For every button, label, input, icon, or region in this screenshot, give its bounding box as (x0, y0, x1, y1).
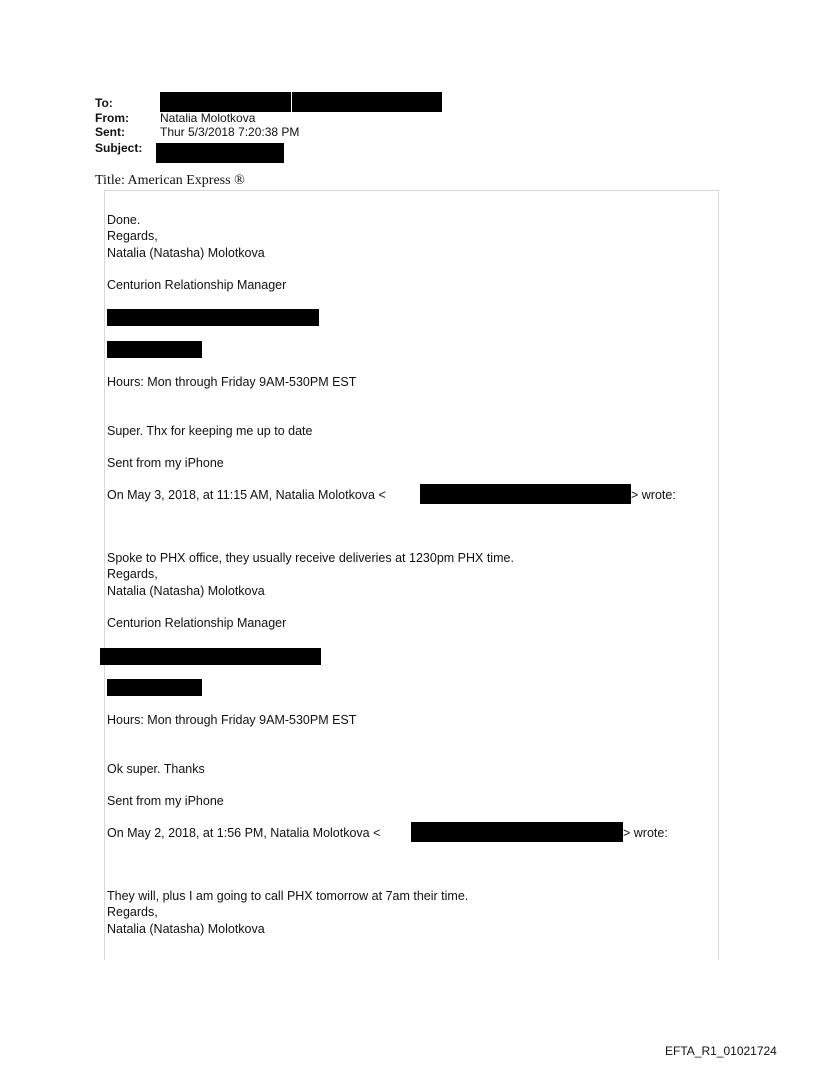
from-value: Natalia Molotkova (160, 111, 256, 125)
redaction-signature-1a (107, 309, 319, 326)
from-label: From: (95, 111, 129, 125)
to-label: To: (95, 96, 113, 110)
body-line-wrote-1-suffix: > wrote: (631, 488, 676, 502)
body-line-wrote-2-suffix: > wrote: (623, 826, 668, 840)
body-line-hours-2: Hours: Mon through Friday 9AM-530PM EST (107, 713, 357, 727)
redaction-subject (156, 143, 284, 163)
redaction-to-2 (292, 92, 442, 112)
message-frame (104, 190, 719, 960)
body-line-sent-iphone-2: Sent from my iPhone (107, 794, 224, 808)
body-line-wrote-2-prefix: On May 2, 2018, at 1:56 PM, Natalia Molotkova < (107, 826, 381, 840)
sent-label: Sent: (95, 125, 125, 139)
redaction-signature-2a (100, 648, 321, 665)
body-line-regards-1: Regards, (107, 229, 158, 243)
body-line-name-1: Natalia (Natasha) Molotkova (107, 246, 265, 260)
body-line-super: Super. Thx for keeping me up to date (107, 424, 313, 438)
body-line-sent-iphone-1: Sent from my iPhone (107, 456, 224, 470)
redaction-signature-1b (107, 341, 202, 358)
body-line-regards-2: Regards, (107, 567, 158, 581)
body-line-hours-1: Hours: Mon through Friday 9AM-530PM EST (107, 375, 357, 389)
subject-label: Subject: (95, 141, 143, 155)
redaction-email-2 (411, 822, 623, 842)
body-line-done: Done. (107, 213, 141, 227)
body-line-role-1: Centurion Relationship Manager (107, 278, 287, 292)
redaction-email-1 (420, 484, 631, 504)
redaction-to-1 (160, 92, 291, 112)
body-line-name-3: Natalia (Natasha) Molotkova (107, 922, 265, 936)
message-title: Title: American Express ® (95, 173, 245, 188)
body-line-role-2: Centurion Relationship Manager (107, 616, 287, 630)
body-line-regards-3: Regards, (107, 905, 158, 919)
redaction-signature-2b (107, 679, 202, 696)
body-line-phx: Spoke to PHX office, they usually receive deliveries at 1230pm PHX time. (107, 551, 514, 565)
sent-value: Thur 5/3/2018 7:20:38 PM (160, 125, 300, 139)
document-id: EFTA_R1_01021724 (665, 1044, 777, 1058)
body-line-wrote-1-prefix: On May 3, 2018, at 11:15 AM, Natalia Molotkova < (107, 488, 386, 502)
body-line-name-2: Natalia (Natasha) Molotkova (107, 584, 265, 598)
body-line-they-will: They will, plus I am going to call PHX tomorrow at 7am their time. (107, 889, 469, 903)
body-line-ok-super: Ok super. Thanks (107, 762, 205, 776)
